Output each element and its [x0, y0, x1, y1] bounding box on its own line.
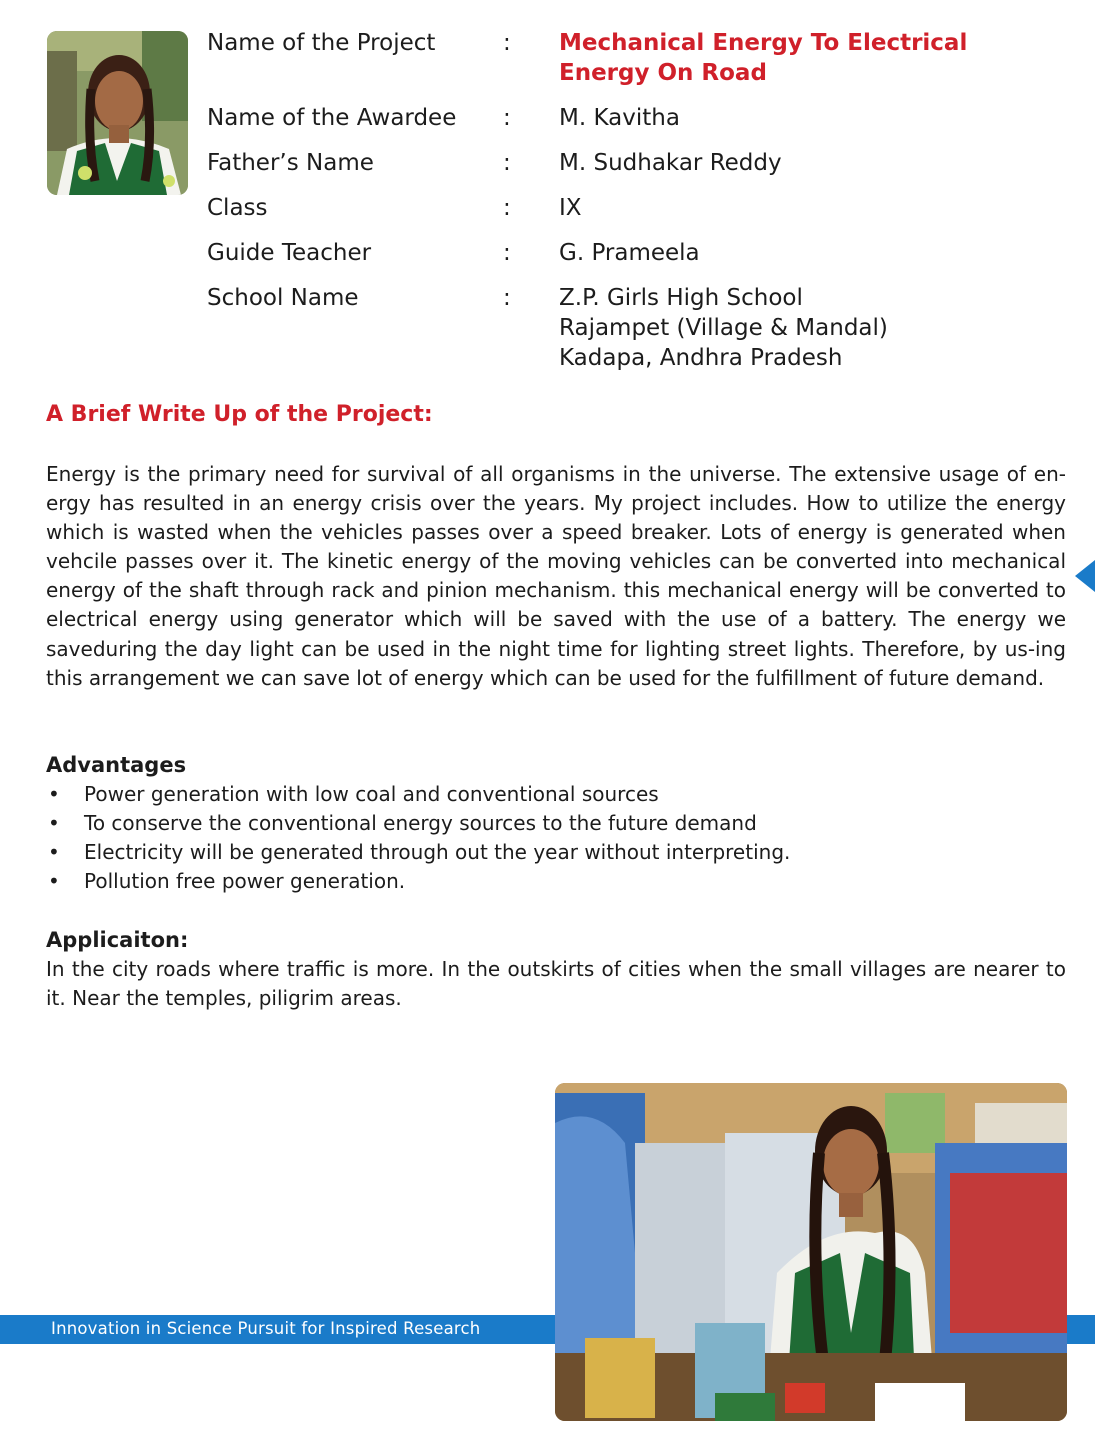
- awardee-row: [207, 103, 1067, 133]
- awardee-info: [207, 28, 1067, 388]
- guide-label: Guide Teacher: [207, 240, 372, 266]
- school-row: [207, 283, 1067, 373]
- class-label: Class: [207, 195, 268, 221]
- father-value: M. Sudhakar Reddy: [559, 150, 782, 176]
- list-item: • Power generation with low coal and conventional sources: [46, 780, 1066, 809]
- awardee-label: Name of the Awardee: [207, 105, 457, 131]
- school-colon: :: [503, 285, 511, 311]
- school-line-1: Z.P. Girls High School: [559, 285, 803, 311]
- advantages-title: Advantages: [46, 753, 187, 777]
- class-colon: :: [503, 195, 511, 221]
- guide-row: [207, 238, 1067, 268]
- application-text: In the city roads where traffic is more. In the outskirts of cities when the small villages are nearer to it. Near the temples, piligrim areas.: [46, 957, 1066, 1011]
- guide-value: G. Prameela: [559, 240, 700, 266]
- school-line-3: Kadapa, Andhra Pradesh: [559, 345, 843, 371]
- list-item: • To conserve the conventional energy sources to the future demand: [46, 809, 1066, 838]
- project-value: [559, 28, 1059, 88]
- advantages-section: [46, 751, 1066, 896]
- father-label: Father’s Name: [207, 150, 374, 176]
- advantages-list: [46, 780, 1066, 896]
- list-item: • Pollution free power generation.: [46, 867, 1066, 896]
- application-title: Applicaiton:: [46, 928, 189, 952]
- page-marker-arrow-icon: [1075, 560, 1095, 592]
- father-colon: :: [503, 150, 511, 176]
- awardee-colon: :: [503, 105, 511, 131]
- project-colon: :: [503, 30, 511, 56]
- application-section: [46, 926, 1066, 1013]
- awardee-portrait: [47, 31, 188, 195]
- school-value: [559, 283, 1059, 373]
- school-line-2: Rajampet (Village & Mandal): [559, 315, 888, 341]
- writeup-paragraph: Energy is the primary need for survival of all organisms in the universe. The extensive usage of en-ergy has resulted in an energy crisis over the years. My project includes. How to utilize the energy which is wasted when the vehicles passes over a speed breaker. Lots of energy is generated when vehcile passes over it. The kinetic energy of the moving vehicles can be converted into mechanical energy of the shaft through rack and pinion mechanism. this mechanical energy will be converted to electrical energy using generator which will be saved with the use of a battery. The energy we saveduring the day light can be used in the night time for lighting street lights. Therefore, by us-ing this arrangement we can save lot of energy which can be used for the fulfillment of future demand.: [46, 462, 1066, 690]
- class-row: [207, 193, 1067, 223]
- father-row: [207, 148, 1067, 178]
- class-value: IX: [559, 195, 582, 221]
- project-label: Name of the Project: [207, 30, 436, 56]
- writeup-title: A Brief Write Up of the Project:: [46, 402, 433, 427]
- project-row: [207, 28, 1067, 88]
- project-value-line: Mechanical Energy To Electrical Energy On Road: [559, 30, 968, 86]
- project-photo: [555, 1083, 1067, 1421]
- awardee-value: M. Kavitha: [559, 105, 680, 131]
- school-label: School Name: [207, 285, 359, 311]
- list-item: • Electricity will be generated through out the year without interpreting.: [46, 838, 1066, 867]
- guide-colon: :: [503, 240, 511, 266]
- footer-text: Innovation in Science Pursuit for Inspired Research: [51, 1319, 481, 1338]
